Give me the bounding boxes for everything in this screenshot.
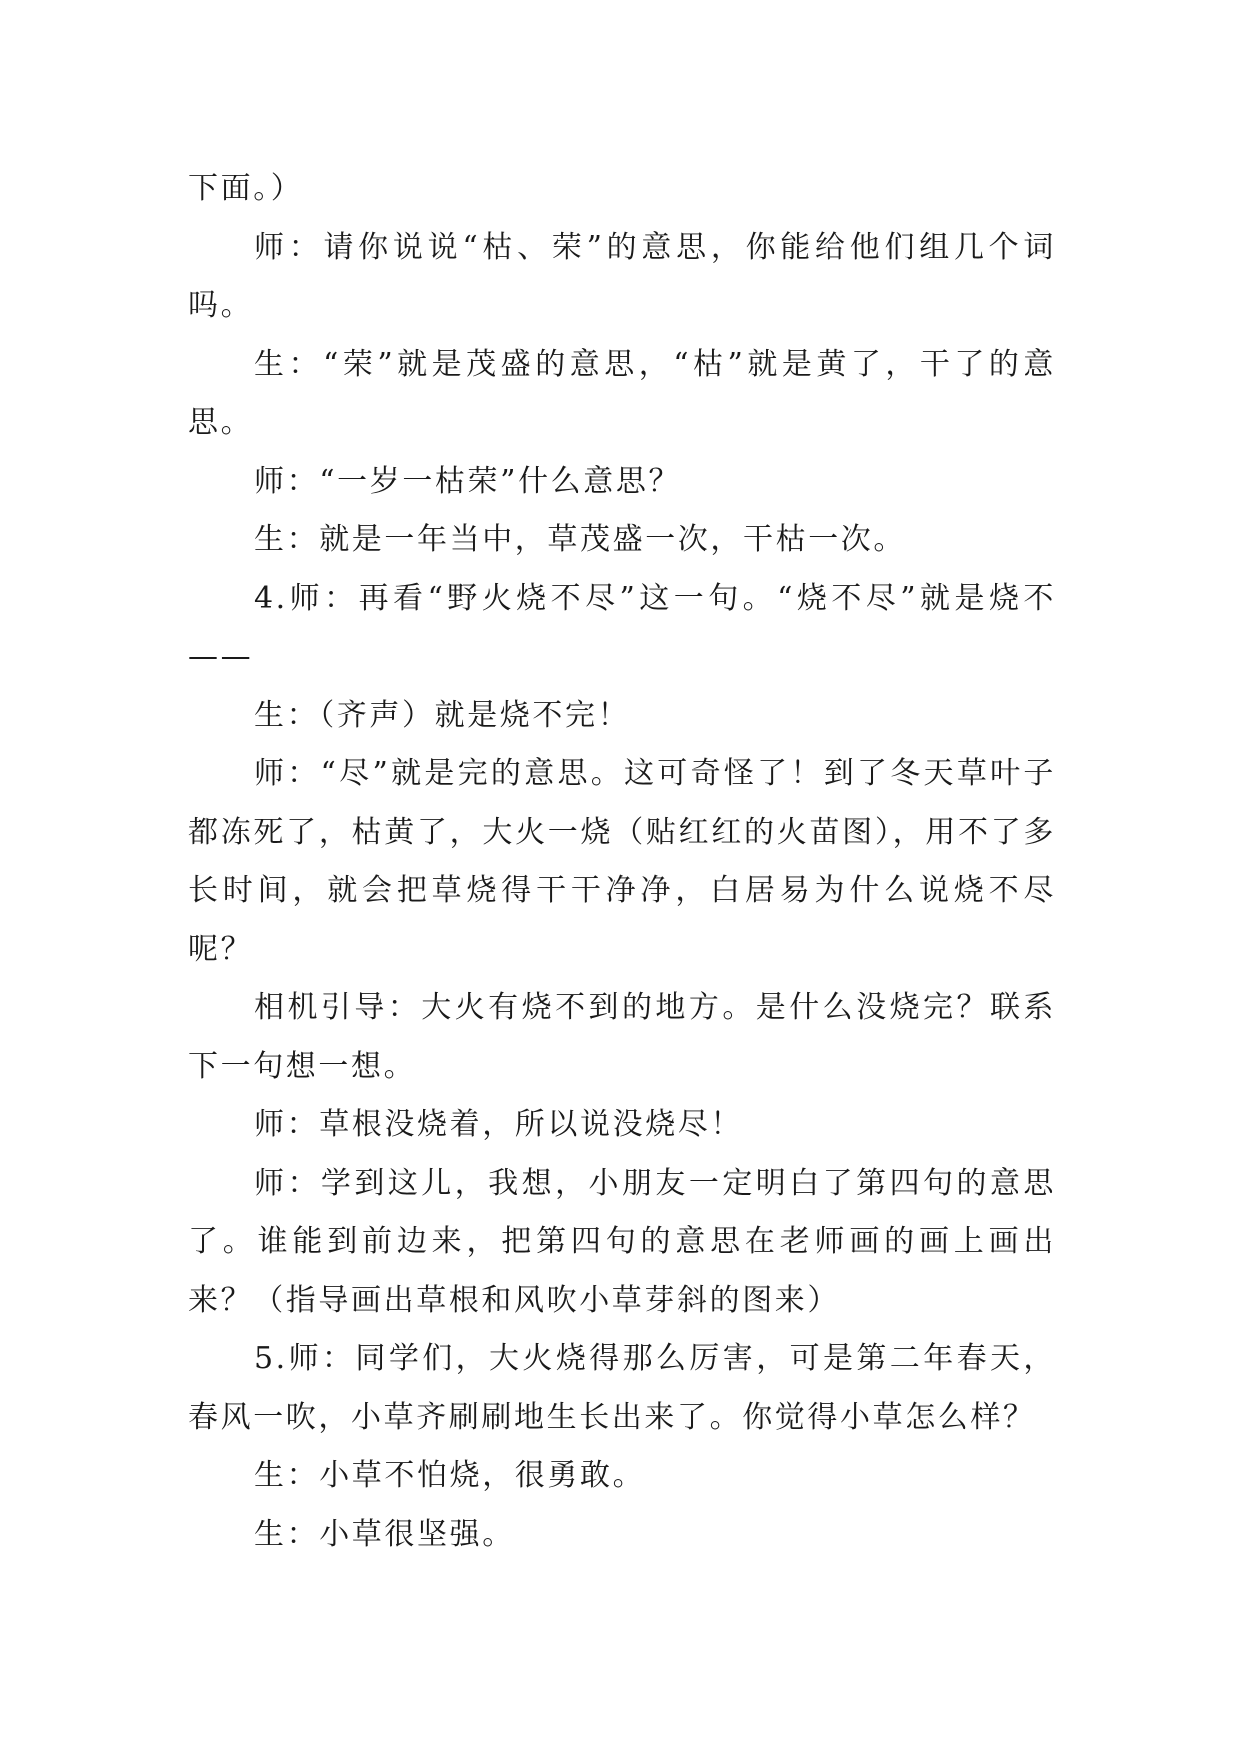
paragraph-teacher-caogen: 师：草根没烧着，所以说没烧尽！ bbox=[254, 1107, 743, 1142]
paragraph-student-strong: 生：小草很坚强。 bbox=[254, 1516, 515, 1552]
paragraph-teacher-question-yisui: 师：“一岁一枯荣”什么意思？ bbox=[254, 463, 682, 499]
paragraph-student-brave: 生：小草不怕烧，很勇敢。 bbox=[254, 1458, 646, 1493]
paragraph-guidance: 相机引导：大火有烧不到的地方。是什么没烧完？联系下一句想一想。 bbox=[188, 990, 1056, 1084]
paragraph-teacher-question-meaning: 师：请你说说“枯、荣”的意思，你能给他们组几个词吗。 bbox=[188, 229, 1056, 323]
paragraph-teacher-drawing: 师：学到这儿，我想，小朋友一定明白了第四句的意思了。谁能到前边来，把第四句的意思在老师画的画上画出来？（指导画出草根和风吹小草芽斜的图来） bbox=[188, 1165, 1056, 1318]
paragraph-student-chorus: 生：（齐声）就是烧不完！ bbox=[254, 697, 631, 733]
paragraph-step-5: 5.师：同学们，大火烧得那么厉害，可是第二年春天，春风一吹，小草齐刷刷地生长出来了。你觉得小草怎么样？ bbox=[188, 1341, 1056, 1435]
paragraph-continuation: 下面。） bbox=[188, 171, 304, 206]
paragraph-student-answer-yisui: 生：就是一年当中，草茂盛一次，干枯一次。 bbox=[254, 522, 906, 557]
paragraph-student-answer-meaning: 生：“荣”就是茂盛的意思，“枯”就是黄了，干了的意思。 bbox=[188, 346, 1056, 440]
paragraph-teacher-jin: 师：“尽”就是完的意思。这可奇怪了！到了冬天草叶子都冻死了，枯黄了，大火一烧（贴红红的火苗图），用不了多长时间，就会把草烧得干干净净，白居易为什么说烧不尽呢？ bbox=[188, 756, 1056, 967]
lesson-transcript bbox=[188, 160, 1056, 1564]
paragraph-step-4: 4.师：再看“野火烧不尽”这一句。“烧不尽”就是烧不—— bbox=[188, 580, 1056, 674]
